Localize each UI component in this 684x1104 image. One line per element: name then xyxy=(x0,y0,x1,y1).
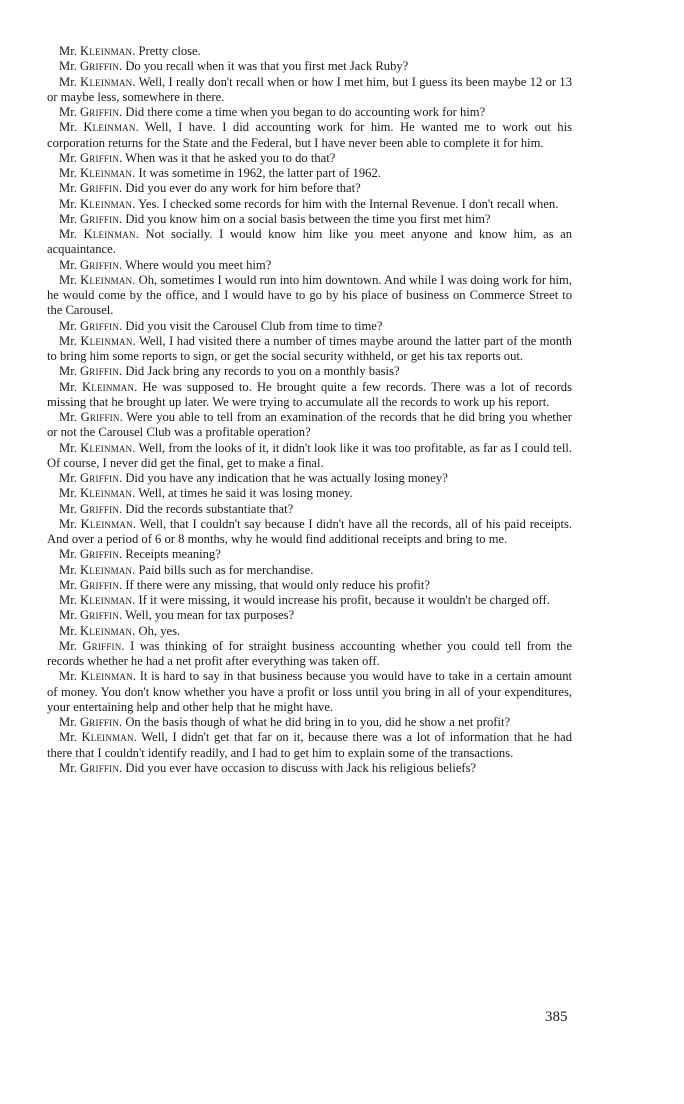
testimony-text: When was it that he asked you to do that? xyxy=(125,150,336,165)
testimony-paragraph xyxy=(47,669,572,715)
speaker-title: Mr. xyxy=(59,181,77,196)
testimony-paragraph xyxy=(47,608,572,623)
speaker-separator: . xyxy=(132,440,139,455)
speaker-name: Griffin xyxy=(80,577,120,592)
speaker-name: Kleinman xyxy=(80,669,133,684)
speaker-separator: . xyxy=(132,166,139,180)
testimony-text: Do you recall when it was that you first met Jack Ruby? xyxy=(125,59,409,74)
speaker-separator: . xyxy=(132,562,139,577)
testimony-text: He was supposed to. He brought quite a few records. There was a lot of records missing that he brought up later. We were trying to accumulate all the records to work up his report. xyxy=(47,379,572,409)
speaker-name: Griffin xyxy=(80,608,120,623)
testimony-paragraph xyxy=(47,197,572,212)
testimony-text: Oh, sometimes I would run into him downtown. And while I was doing work for him, he would come by the office, and I would have to go by his place of business on Commerce Street to the Carousel. xyxy=(47,272,572,318)
speaker-title: Mr. xyxy=(59,333,77,348)
testimony-paragraph xyxy=(47,578,572,593)
speaker-title: Mr. xyxy=(59,562,77,577)
speaker-separator: . xyxy=(135,227,146,241)
testimony-paragraph xyxy=(47,547,572,562)
testimony-text: If there were any missing, that would only reduce his profit? xyxy=(125,577,430,592)
testimony-text: Well, I really don't recall when or how I met him, but I guess its been maybe 12 or 13 or maybe less, somewhere in there. xyxy=(47,74,572,104)
testimony-text: Yes. I checked some records for him with the Internal Revenue. I don't recall when. xyxy=(138,196,559,211)
testimony-paragraph xyxy=(47,563,572,578)
speaker-separator: . xyxy=(119,577,126,592)
testimony-paragraph xyxy=(47,624,572,639)
speaker-separator: . xyxy=(119,471,126,485)
speaker-title: Mr. xyxy=(59,150,77,165)
speaker-title: Mr. xyxy=(59,593,77,607)
speaker-title: Mr. xyxy=(59,410,77,424)
speaker-name: Kleinman xyxy=(80,440,133,455)
speaker-separator: . xyxy=(132,669,140,684)
testimony-paragraph xyxy=(47,334,572,365)
speaker-separator: . xyxy=(132,516,140,531)
speaker-name: Griffin xyxy=(80,410,120,424)
speaker-name: Kleinman xyxy=(80,333,133,348)
speaker-title: Mr. xyxy=(59,471,77,485)
testimony-text: Did Jack bring any records to you on a monthly basis? xyxy=(125,364,400,379)
speaker-separator: . xyxy=(132,272,139,287)
speaker-separator: . xyxy=(119,257,126,272)
speaker-name: Kleinman xyxy=(81,730,134,745)
speaker-separator: . xyxy=(119,59,126,74)
speaker-separator: . xyxy=(121,638,131,653)
page-number: 385 xyxy=(545,1009,568,1025)
testimony-paragraph xyxy=(47,410,572,441)
speaker-title: Mr. xyxy=(59,318,77,333)
speaker-title: Mr. xyxy=(59,577,77,592)
speaker-name: Griffin xyxy=(80,211,120,226)
speaker-title: Mr. xyxy=(59,120,77,135)
speaker-name: Griffin xyxy=(82,638,122,653)
speaker-title: Mr. xyxy=(59,730,77,745)
testimony-text: Not socially. I would know him like you meet anyone and know him, as an acquaintance. xyxy=(47,227,572,257)
speaker-separator: . xyxy=(119,211,126,226)
testimony-paragraph xyxy=(47,715,572,730)
speaker-separator: . xyxy=(119,760,126,775)
testimony-paragraph xyxy=(47,486,572,501)
speaker-title: Mr. xyxy=(59,196,77,211)
testimony-text: It is hard to say in that business because you would have to take in a certain amount of money. You don't know whether you have a profit or loss until you bring in all of your expenditures, your entertaining help and other help that he might have. xyxy=(47,669,572,714)
speaker-name: Kleinman xyxy=(80,272,133,287)
testimony-paragraph xyxy=(47,730,572,761)
speaker-separator: . xyxy=(132,196,139,211)
speaker-name: Kleinman xyxy=(81,379,135,394)
testimony-text: Receipts meaning? xyxy=(125,547,221,562)
testimony-paragraph xyxy=(47,517,572,548)
testimony-text: Where would you meet him? xyxy=(125,257,272,272)
speaker-name: Kleinman xyxy=(80,74,133,89)
speaker-name: Griffin xyxy=(80,364,120,379)
testimony-text: Well, I have. I did accounting work for him. He wanted me to work out his corporation returns for the State and the Federal, but I have never been able to complete it for him. xyxy=(47,120,572,150)
testimony-text: Did you ever have occasion to discuss with Jack his religious beliefs? xyxy=(125,760,477,775)
speaker-separator: . xyxy=(119,715,126,729)
speaker-name: Griffin xyxy=(80,471,120,485)
testimony-paragraph xyxy=(47,227,572,258)
testimony-text: Oh, yes. xyxy=(138,623,181,638)
speaker-title: Mr. xyxy=(59,105,77,119)
testimony-text: Were you able to tell from an examination of the records that he did bring you whether or not the Carousel Club was a profitable operation? xyxy=(47,410,573,440)
speaker-title: Mr. xyxy=(59,257,77,272)
speaker-name: Griffin xyxy=(80,257,120,272)
testimony-paragraph xyxy=(47,258,572,273)
testimony-paragraph xyxy=(47,319,572,334)
speaker-title: Mr. xyxy=(59,227,77,241)
testimony-paragraph xyxy=(47,181,572,196)
speaker-separator: . xyxy=(133,730,142,745)
speaker-title: Mr. xyxy=(59,623,77,638)
testimony-text: Well, I had visited there a number of times maybe around the latter part of the month to bring him some reports to sign, or get the social security withheld, or get his tax reports out. xyxy=(47,333,572,363)
testimony-paragraph xyxy=(47,593,572,608)
speaker-separator: . xyxy=(119,410,127,424)
testimony-text: Pretty close. xyxy=(138,44,201,58)
transcript-page xyxy=(47,44,572,776)
speaker-name: Kleinman xyxy=(83,120,136,135)
speaker-separator: . xyxy=(119,547,126,562)
speaker-title: Mr. xyxy=(59,715,77,729)
testimony-paragraph xyxy=(47,212,572,227)
speaker-title: Mr. xyxy=(59,516,77,531)
speaker-separator: . xyxy=(119,501,126,516)
testimony-paragraph xyxy=(47,273,572,319)
speaker-name: Kleinman xyxy=(80,196,133,211)
speaker-title: Mr. xyxy=(59,501,77,516)
speaker-title: Mr. xyxy=(59,760,77,775)
speaker-name: Kleinman xyxy=(80,562,133,577)
speaker-title: Mr. xyxy=(59,379,77,394)
speaker-title: Mr. xyxy=(59,486,77,501)
speaker-separator: . xyxy=(119,318,126,333)
speaker-title: Mr. xyxy=(59,364,77,379)
speaker-separator: . xyxy=(135,120,145,135)
speaker-title: Mr. xyxy=(59,440,77,455)
testimony-text: Well, I didn't get that far on it, because there was a lot of information that he had there that I couldn't identify readily, and I had to get him to explain some of the transactions. xyxy=(47,730,573,760)
speaker-separator: . xyxy=(134,379,143,394)
speaker-title: Mr. xyxy=(59,166,77,180)
testimony-text: Did you have any indication that he was actually losing money? xyxy=(125,471,448,485)
speaker-title: Mr. xyxy=(59,44,77,58)
testimony-text: Well, that I couldn't say because I didn't have all the records, all of his paid receipts. And over a period of 6 or 8 months, why he would find additional receipts and bring to me. xyxy=(47,516,573,546)
testimony-paragraph xyxy=(47,471,572,486)
speaker-title: Mr. xyxy=(59,59,77,74)
testimony-text: Did there come a time when you began to do accounting work for him? xyxy=(125,105,486,119)
speaker-separator: . xyxy=(132,623,139,638)
testimony-text: Did you visit the Carousel Club from time to time? xyxy=(125,318,383,333)
testimony-paragraph xyxy=(47,380,572,411)
testimony-paragraph xyxy=(47,105,572,120)
speaker-name: Griffin xyxy=(80,150,120,165)
speaker-name: Griffin xyxy=(80,105,120,119)
speaker-separator: . xyxy=(132,74,139,89)
speaker-title: Mr. xyxy=(59,211,77,226)
speaker-name: Kleinman xyxy=(83,227,136,241)
testimony-text: If it were missing, it would increase his profit, because it wouldn't be charged off. xyxy=(138,593,550,607)
speaker-name: Griffin xyxy=(80,181,120,196)
speaker-name: Griffin xyxy=(80,59,120,74)
speaker-title: Mr. xyxy=(59,638,77,653)
speaker-title: Mr. xyxy=(59,272,77,287)
testimony-text: Did you ever do any work for him before that? xyxy=(125,181,361,196)
testimony-paragraph xyxy=(47,441,572,472)
speaker-name: Kleinman xyxy=(80,516,133,531)
testimony-paragraph xyxy=(47,639,572,670)
testimony-text: I was thinking of for straight business accounting whether you could tell from the records whether he had a net profit after everything was taken off. xyxy=(47,638,572,668)
speaker-name: Kleinman xyxy=(80,166,133,180)
testimony-paragraph xyxy=(47,502,572,517)
speaker-separator: . xyxy=(119,364,126,379)
speaker-separator: . xyxy=(119,181,126,196)
speaker-title: Mr. xyxy=(59,74,77,89)
speaker-title: Mr. xyxy=(59,669,77,684)
testimony-paragraph xyxy=(47,166,572,181)
speaker-title: Mr. xyxy=(59,547,77,562)
testimony-text: Did the records substantiate that? xyxy=(125,501,294,516)
testimony-text: It was sometime in 1962, the latter part of 1962. xyxy=(138,166,381,180)
testimony-paragraph xyxy=(47,120,572,151)
speaker-separator: . xyxy=(132,486,139,501)
speaker-separator: . xyxy=(132,333,139,348)
speaker-name: Kleinman xyxy=(80,44,133,58)
testimony-paragraph xyxy=(47,59,572,74)
speaker-name: Kleinman xyxy=(80,486,133,501)
testimony-text: Well, at times he said it was losing money. xyxy=(138,486,353,501)
testimony-text: Well, from the looks of it, it didn't look like it was too profitable, as far as I could tell. Of course, I never did get the final, get to make a final. xyxy=(47,440,572,470)
testimony-paragraph xyxy=(47,75,572,106)
speaker-title: Mr. xyxy=(59,608,77,623)
testimony-text: On the basis though of what he did bring in to you, did he show a net profit? xyxy=(125,715,511,729)
speaker-separator: . xyxy=(132,44,139,58)
speaker-separator: . xyxy=(119,608,126,623)
testimony-text: Paid bills such as for merchandise. xyxy=(138,562,314,577)
speaker-name: Griffin xyxy=(80,715,120,729)
testimony-text: Well, you mean for tax purposes? xyxy=(125,608,295,623)
speaker-separator: . xyxy=(132,593,139,607)
testimony-paragraph xyxy=(47,44,572,59)
speaker-name: Griffin xyxy=(80,547,120,562)
speaker-name: Griffin xyxy=(80,318,120,333)
speaker-name: Griffin xyxy=(80,760,120,775)
testimony-paragraph xyxy=(47,761,572,776)
testimony-paragraph xyxy=(47,364,572,379)
speaker-name: Griffin xyxy=(80,501,120,516)
speaker-separator: . xyxy=(119,105,126,119)
testimony-text: Did you know him on a social basis between the time you first met him? xyxy=(125,211,491,226)
testimony-paragraph xyxy=(47,151,572,166)
speaker-separator: . xyxy=(119,150,126,165)
speaker-name: Kleinman xyxy=(80,593,133,607)
speaker-name: Kleinman xyxy=(80,623,133,638)
